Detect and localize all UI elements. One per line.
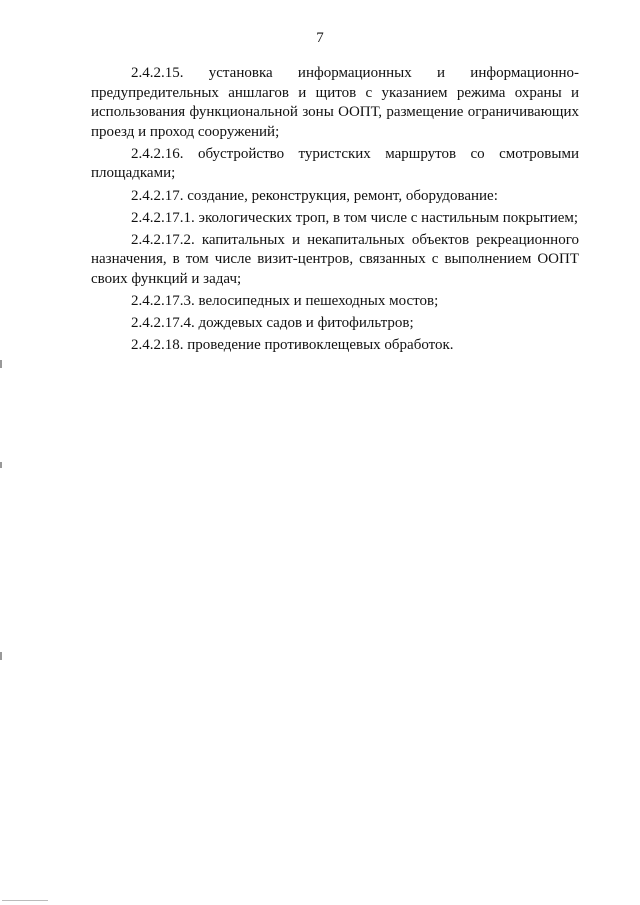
paragraph-2-4-2-17-4: 2.4.2.17.4. дождевых садов и фитофильтров; <box>131 315 414 332</box>
scan-artifact <box>0 462 2 468</box>
paragraph-2-4-2-16: 2.4.2.16. обустройство туристских маршрутов со смотровыми площадками; <box>91 145 579 182</box>
paragraph-2-4-2-17-2: 2.4.2.17.2. капитальных и некапитальных объектов рекреационного назначения, в том числе визит-центров, связанных с выполнением ООПТ своих функций и задач; <box>91 231 579 287</box>
paragraph-2-4-2-17: 2.4.2.17. создание, реконструкция, ремонт, оборудование: <box>131 187 498 204</box>
scan-artifact <box>0 360 2 368</box>
paragraph-2-4-2-15: 2.4.2.15. установка информационных и информационно-предупредительных аншлагов и щитов с указанием режима охраны и использования функциональной зоны ООПТ, размещение ограничивающих проезд и проход сооружений; <box>91 65 579 140</box>
scan-artifact <box>0 652 2 660</box>
page-number: 7 <box>316 30 324 46</box>
paragraph-2-4-2-18: 2.4.2.18. проведение противоклещевых обработок. <box>131 337 454 354</box>
document-body <box>91 64 579 358</box>
paragraph-2-4-2-17-3: 2.4.2.17.3. велосипедных и пешеходных мостов; <box>131 293 439 310</box>
scan-artifact <box>2 900 48 901</box>
paragraph-2-4-2-17-1: 2.4.2.17.1. экологических троп, в том числе с настильным покрытием; <box>131 209 579 226</box>
